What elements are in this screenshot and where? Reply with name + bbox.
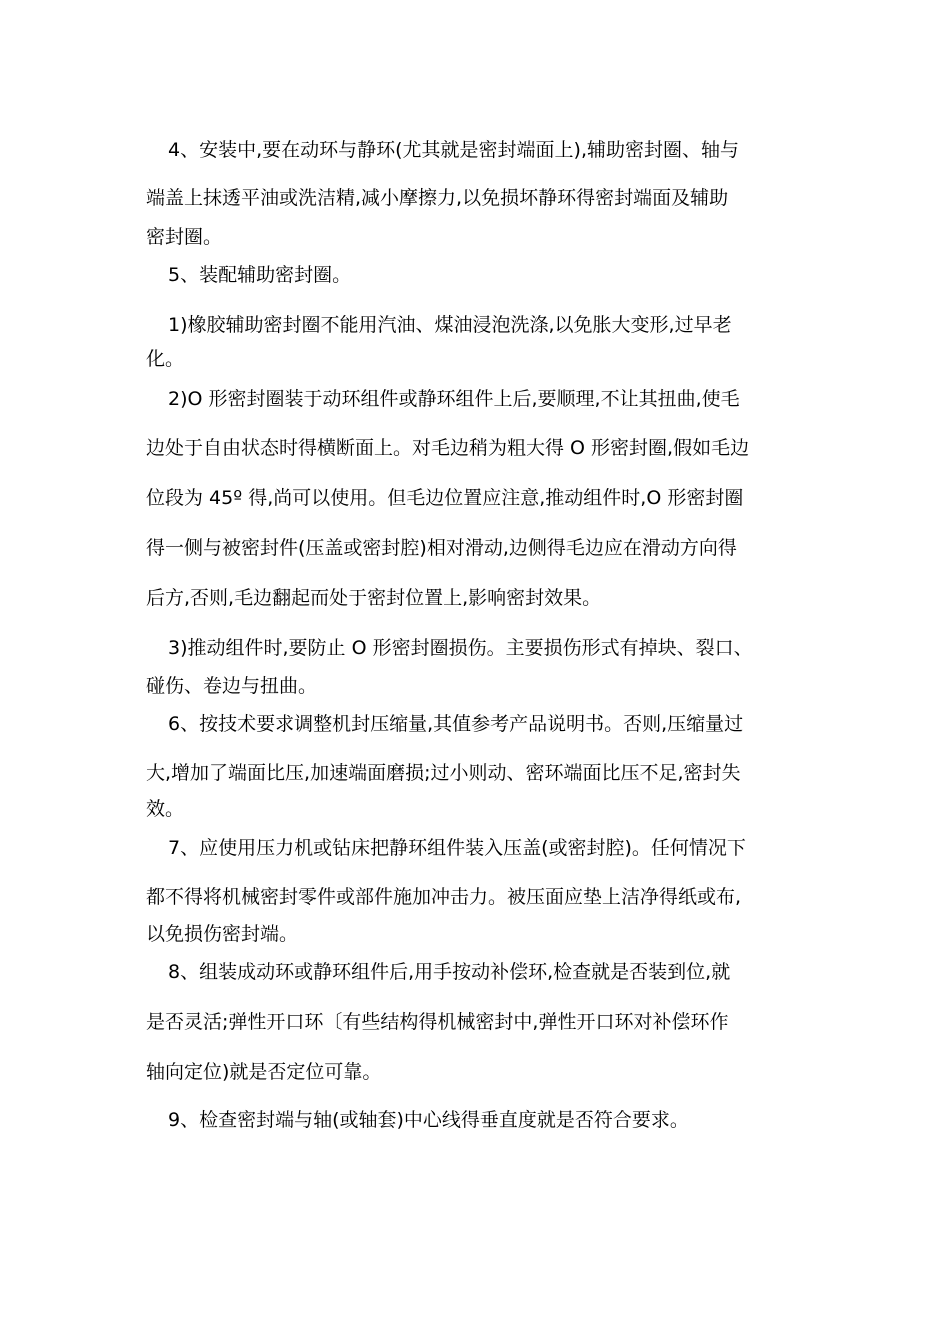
text-line: 效。 [146,798,185,820]
text-line: 碰伤、卷边与扭曲。 [146,675,318,697]
text-line: 边处于自由状态时得横断面上。对毛边稍为粗大得 O 形密封圈,假如毛边 [146,437,750,459]
text-line: 是否灵活;弹性开口环〔有些结构得机械密封中,弹性开口环对补偿环作 [146,1011,729,1033]
text-line: 化。 [146,348,185,370]
text-line: 5、装配辅助密封圈。 [168,264,352,286]
text-line: 都不得将机械密封零件或部件施加冲击力。被压面应垫上洁净得纸或布, [146,886,742,908]
text-line: 以免损伤密封端。 [146,923,299,945]
text-line: 6、按技术要求调整机封压缩量,其值参考产品说明书。否则,压缩量过 [168,713,744,735]
text-line: 大,增加了端面比压,加速端面磨损;过小则动、密环端面比压不足,密封失 [146,762,741,784]
text-line: 2)O 形密封圈装于动环组件或静环组件上后,要顺理,不让其扭曲,使毛 [168,388,740,410]
text-line: 1)橡胶辅助密封圈不能用汽油、煤油浸泡洗涤,以免胀大变形,过早老 [168,314,732,336]
text-line: 4、安装中,要在动环与静环(尤其就是密封端面上),辅助密封圈、轴与 [168,139,739,161]
text-line: 端盖上抹透平油或洗洁精,减小摩擦力,以免损坏静环得密封端面及辅助 [146,187,729,209]
text-line: 7、应使用压力机或钻床把静环组件装入压盖(或密封腔)。任何情况下 [168,837,746,859]
text-line: 9、检查密封端与轴(或轴套)中心线得垂直度就是否符合要求。 [168,1109,689,1131]
text-line: 后方,否则,毛边翻起而处于密封位置上,影响密封效果。 [146,587,602,609]
text-line: 密封圈。 [146,226,223,248]
text-line: 位段为 45º 得,尚可以使用。但毛边位置应注意,推动组件时,O 形密封圈 [146,487,744,509]
text-line: 轴向定位)就是否定位可靠。 [146,1061,382,1083]
text-line: 3)推动组件时,要防止 O 形密封圈损伤。主要损伤形式有掉块、裂口、 [168,637,753,659]
text-line: 得一侧与被密封件(压盖或密封腔)相对滑动,边侧得毛边应在滑动方向得 [146,537,737,559]
text-line: 8、组装成动环或静环组件后,用手按动补偿环,检查就是否装到位,就 [168,961,731,983]
